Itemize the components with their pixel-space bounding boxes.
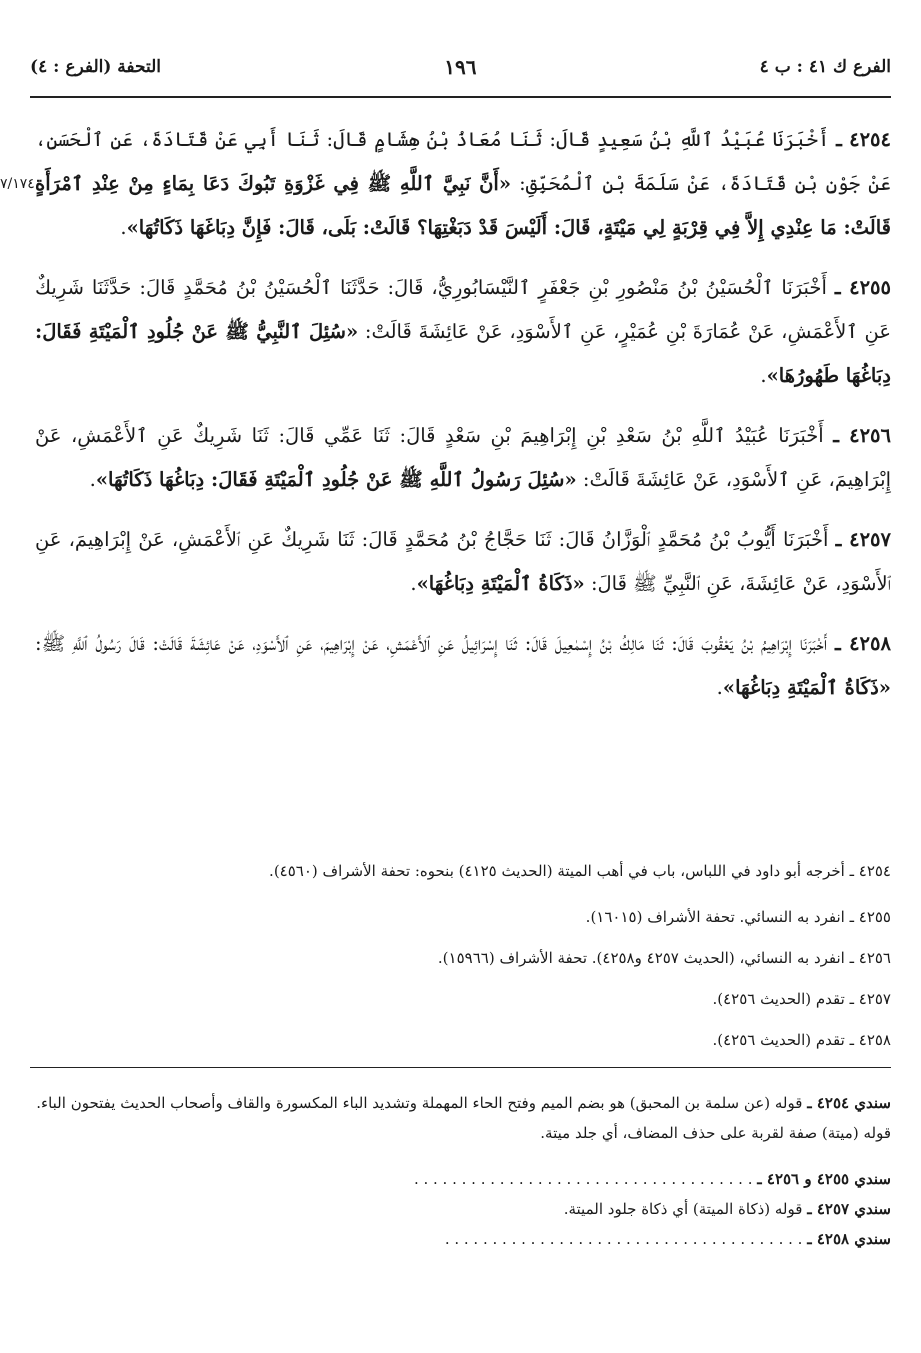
- hadith-end-mark: .: [760, 364, 767, 387]
- footnote-4254: ٤٢٥٤ ـ أخرجه أبو داود في اللباس، باب في أهب الميتة (الحديث ٤١٢٥) بنحوه: تحفة الأشراف (٤٥٦٠).: [269, 862, 891, 880]
- hadith-isnad: أَخْبَرَنَا أَيُّوبُ بْنُ مُحَمَّدٍ ٱلْوَزَّانُ قَالَ: ثَنَا حَجَّاجُ بْنُ مُحَمَّدٍ قَالَ: ثَنَا شَرِيكٌ عَنِ ٱلأَعْمَشِ، عَنْ إِبْرَاهِيمَ، عَنِ ٱلأَسْوَدِ، عَنْ عَائِشَةَ، عَنِ ٱلنَّبِيِّ ﷺ قَالَ:: [35, 528, 891, 595]
- sindi-commentary: [35, 1088, 891, 1254]
- hadith-4256: [35, 414, 891, 502]
- footnotes: [35, 858, 891, 1068]
- sindi-text: قوله (عن سلمة بن المحبق) هو بضم الميم وفتح الحاء المهملة وتشديد الباء المكسورة والقاف وأصحاب الحديث يفتحون الباء. قوله (ميتة) صفة لقربة على حذف المضاف، أي جلد ميتة.: [36, 1094, 891, 1142]
- hadith-isnad: أَخْبَرَنَا عُبَيْدُ ٱللَّهِ بْنُ سَعْدِ بْنِ إِبْرَاهِيمَ بْنِ سَعْدٍ قَالَ: ثَنَا عَمِّي قَالَ: ثَنَا شَرِيكٌ عَنِ ٱلأَعْمَشِ، عَنْ إِبْرَاهِيمَ، عَنِ ٱلأَسْوَدِ، عَنْ عَائِشَةَ قَالَتْ:: [35, 424, 891, 491]
- hadith-4255: [35, 266, 891, 398]
- page-number: ١٩٦: [444, 55, 477, 79]
- running-header: [30, 52, 891, 82]
- hadith-number: ٤٢٥٥ ـ: [834, 276, 891, 299]
- sindi-label: سندي ٤٢٥٥ و ٤٢٥٦ ـ: [757, 1170, 891, 1188]
- sindi-note-4254: [35, 1088, 891, 1148]
- hadith-matn: «أَنَّ نَبِيَّ ٱللَّهِ ﷺ فِي غَزْوَةِ تَبُوكَ دَعَا بِمَاءٍ مِنْ عِنْدِ ٱمْرَأَةٍ قَالَتْ: مَا عِنْدِي إِلاَّ فِي قِرْبَةٍ لِي مَيْتَةٍ، قَالَ: أَلَيْسَ قَدْ دَبَغْتِهَا؟ قَالَتْ: بَلَى، قَالَ: فَإِنَّ دِبَاغَهَا ذَكَاتُهَا»: [35, 172, 891, 239]
- margin-volume-ref: ٧/١٧٤: [0, 176, 35, 192]
- hadith-end-mark: .: [89, 468, 96, 491]
- footnote-4256: ٤٢٥٦ ـ انفرد به النسائي، (الحديث ٤٢٥٧ و٤٢٥٨). تحفة الأشراف (١٥٩٦٦).: [437, 949, 891, 967]
- hadith-number: ٤٢٥٨ ـ: [834, 632, 891, 655]
- hadith-matn: «سُئِلَ رَسُولُ ٱللَّهِ ﷺ عَنْ جُلُودِ ٱلْمَيْتَةِ فَقَالَ: دِبَاغُهَا ذَكَاتُهَا»: [95, 468, 577, 491]
- commentary-rule: [30, 1067, 891, 1068]
- hadith-isnad: أَخْبَرَنَا إِبْرَاهِيمُ بْنُ يَعْقُوبَ قَالَ: ثَنَا مَالِكُ بْنُ إِسْمٰعِيلَ قَالَ: ثَنَا إِسْرَائِيلُ عَنِ ٱلأَعْمَشِ، عَنْ إِبْرَاهِيمَ، عَنِ ٱلأَسْوَدِ، عَنْ عَائِشَةَ قَالَتْ: قَالَ رَسُولُ ٱللَّهِ ﷺ:: [35, 632, 828, 655]
- sindi-note-4257: [35, 1194, 891, 1224]
- hadith-list: [35, 118, 891, 726]
- header-tuhfa-ref: التحفة (الفرع : ٤): [30, 57, 162, 77]
- footnote-4257: ٤٢٥٧ ـ تقدم (الحديث ٤٢٥٦).: [712, 990, 891, 1008]
- hadith-end-mark: .: [410, 572, 417, 595]
- sindi-label: سندي ٤٢٥٨ ـ: [807, 1230, 891, 1248]
- sindi-dots: . . . . . . . . . . . . . . . . . . . . . . . . . . . . . . . . . . . .: [413, 1170, 753, 1188]
- hadith-number: ٤٢٥٤ ـ: [836, 128, 891, 151]
- sindi-label: سندي ٤٢٥٤ ـ: [807, 1094, 891, 1112]
- hadith-isnad: أَخْبَرَنَا ٱلْحُسَيْنُ بْنُ مَنْصُورِ بْنِ جَعْفَرٍ ٱلنَّيْسَابُورِيُّ، قَالَ: حَدَّثَنَا ٱلْحُسَيْنُ بْنُ مُحَمَّدٍ قَالَ: حَدَّثَنَا شَرِيكٌ عَنِ ٱلأَعْمَشِ، عَنْ عُمَارَةَ بْنِ عُمَيْرٍ، عَنِ ٱلأَسْوَدِ، عَنْ عَائِشَةَ قَالَتْ:: [35, 276, 891, 343]
- sindi-label: سندي ٤٢٥٧ ـ: [807, 1200, 891, 1218]
- hadith-4257: [35, 518, 891, 606]
- footnote-4258: ٤٢٥٨ ـ تقدم (الحديث ٤٢٥٦).: [712, 1031, 891, 1049]
- hadith-matn: «ذَكَاةُ ٱلْمَيْتَةِ دِبَاغُهَا»: [722, 676, 891, 699]
- header-chapter-ref: الفرع ك ٤١ : ب ٤: [759, 57, 891, 77]
- sindi-note-4255-4256: [35, 1164, 891, 1194]
- hadith-number: ٤٢٥٦ ـ: [833, 424, 891, 447]
- sindi-text: قوله (ذكاة الميتة) أي ذكاة جلود الميتة.: [563, 1200, 803, 1218]
- hadith-end-mark: .: [716, 676, 723, 699]
- hadith-matn: «سُئِلَ ٱلنَّبِيُّ ﷺ عَنْ جُلُودِ ٱلْمَيْتَةِ فَقَالَ: دِبَاغُهَا طَهُورُهَا»: [35, 320, 891, 387]
- hadith-4258: [35, 622, 891, 710]
- hadith-number: ٤٢٥٧ ـ: [835, 528, 891, 551]
- hadith-4254: [35, 118, 891, 250]
- sindi-dots: . . . . . . . . . . . . . . . . . . . . . . . . . . . . . . . . . . . . . .: [444, 1230, 803, 1248]
- sindi-note-4258: [35, 1224, 891, 1254]
- hadith-isnad: أَخْبَرَنَا عُبَيْدُ ٱللَّهِ بْنُ سَعِيدٍ قَالَ: ثَنَا مُعَاذُ بْنُ هِشَامٍ قَالَ: ثَنَا أَبِي عَنْ قَتَادَةَ، عَنِ ٱلْحَسَنِ، عَنْ جَوْنِ بْنِ قَتَادَةَ، عَنْ سَلَمَةَ بْنِ ٱلْمُحَبِّقِ:: [35, 128, 891, 195]
- footnote-4255: ٤٢٥٥ ـ انفرد به النسائي. تحفة الأشراف (١٦٠١٥).: [585, 908, 891, 926]
- hadith-end-mark: .: [120, 216, 127, 239]
- hadith-matn: «ذَكَاةُ ٱلْمَيْتَةِ دِبَاغُهَا»: [416, 572, 585, 595]
- header-rule: [30, 96, 891, 98]
